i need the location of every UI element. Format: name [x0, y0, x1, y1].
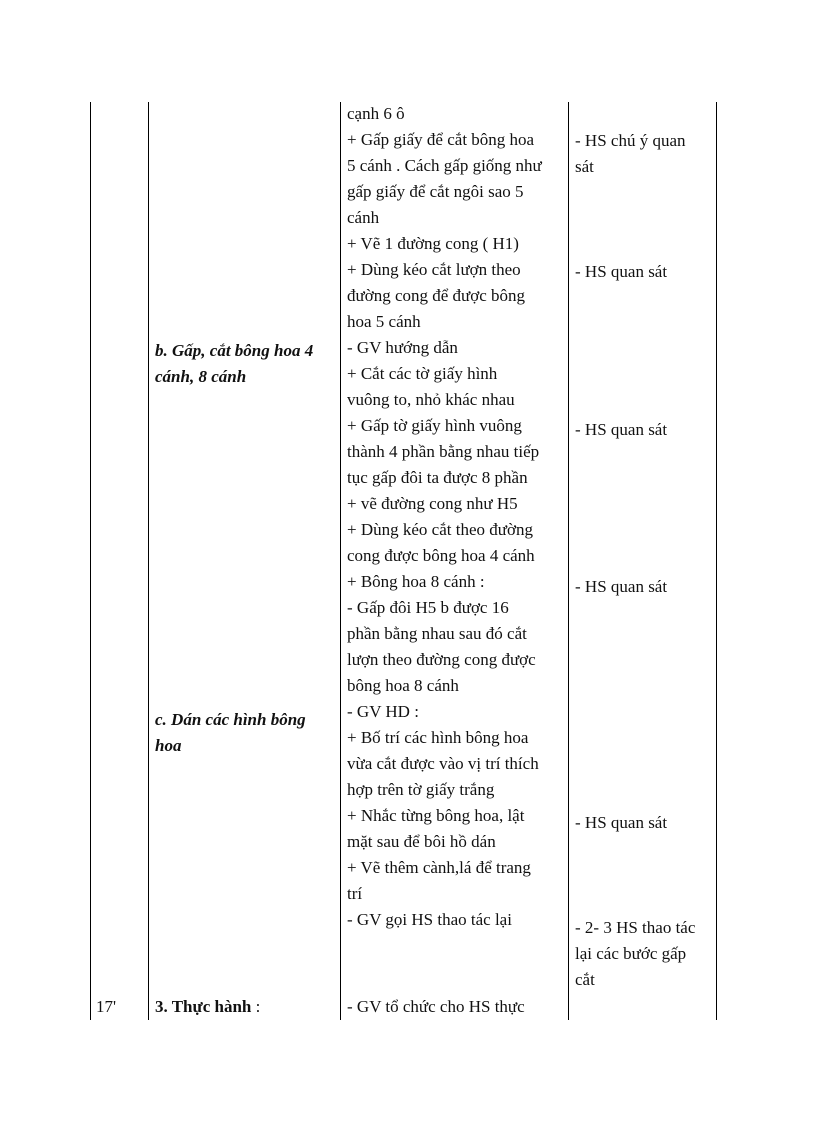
column-divider-3	[568, 102, 569, 1020]
teacher-line: gấp giấy để cắt ngôi sao 5	[347, 182, 524, 201]
teacher-line: + Vẽ 1 đường cong ( H1)	[347, 234, 519, 253]
teacher-line: + Cắt các tờ giấy hình	[347, 364, 498, 383]
teacher-line: + Bông hoa 8 cánh :	[347, 572, 485, 591]
student-line: - HS quan sát	[575, 262, 668, 281]
student-line: - HS quan sát	[575, 577, 668, 596]
table-border-left	[90, 102, 91, 1020]
student-observe-1	[575, 259, 711, 285]
section-3-colon: :	[251, 997, 261, 1016]
section-c-heading	[155, 707, 335, 759]
teacher-line: phần bằng nhau sau đó cắt	[347, 624, 527, 643]
teacher-line: mặt sau để bôi hồ dán	[347, 832, 496, 851]
teacher-line: + Bố trí các hình bông hoa	[347, 728, 529, 747]
teacher-line: + Nhắc từng bông hoa, lật	[347, 806, 525, 825]
time-value: 17'	[96, 997, 117, 1016]
teacher-line: cánh	[347, 208, 380, 227]
student-observe-3	[575, 574, 711, 600]
section-b-heading	[155, 338, 335, 390]
section-c-line-2: hoa	[155, 736, 182, 755]
section-b-line-1: b. Gấp, cắt bông hoa 4	[155, 341, 314, 360]
teacher-line: - GV tổ chức cho HS thực	[347, 997, 525, 1016]
teacher-line: vừa cắt được vào vị trí thích	[347, 754, 539, 773]
teacher-line: + Gấp tờ giấy hình vuông	[347, 416, 522, 435]
student-observe-2	[575, 417, 711, 443]
teacher-line: trí	[347, 884, 363, 903]
column-divider-2	[340, 102, 341, 1020]
teacher-line: đường cong để được bông	[347, 286, 526, 305]
teacher-line: hoa 5 cánh	[347, 312, 421, 331]
teacher-line: bông hoa 8 cánh	[347, 676, 459, 695]
table-border-right	[716, 102, 717, 1020]
teacher-line: 5 cánh . Cách gấp giống như	[347, 156, 542, 175]
teacher-line: - Gấp đôi H5 b được 16	[347, 598, 509, 617]
student-observe-attentive	[575, 128, 711, 180]
student-line: - 2- 3 HS thao tác	[575, 918, 696, 937]
teacher-line: thành 4 phần bằng nhau tiếp	[347, 442, 540, 461]
teacher-line: hợp trên tờ giấy trắng	[347, 780, 495, 799]
student-line: cắt	[575, 970, 595, 989]
teacher-line: + Vẽ thêm cành,lá để trang	[347, 858, 531, 877]
student-observe-4	[575, 810, 711, 836]
student-repeat-steps	[575, 915, 711, 993]
time-cell	[96, 994, 142, 1020]
teacher-line: + Dùng kéo cắt lượn theo	[347, 260, 521, 279]
student-line: - HS quan sát	[575, 813, 668, 832]
teacher-line: - GV HD :	[347, 702, 419, 721]
teacher-line: + vẽ đường cong như H5	[347, 494, 518, 513]
section-3-heading	[155, 994, 335, 1020]
section-b-line-2: cánh, 8 cánh	[155, 367, 247, 386]
teacher-line: - GV gọi HS thao tác lại	[347, 910, 512, 929]
column-divider-1	[148, 102, 149, 1020]
section-3-title: 3. Thực hành	[155, 997, 252, 1016]
student-line: - HS quan sát	[575, 420, 668, 439]
teacher-line: cạnh 6 ô	[347, 104, 405, 123]
teacher-line: + Dùng kéo cắt theo đường	[347, 520, 533, 539]
teacher-line: vuông to, nhỏ khác nhau	[347, 390, 515, 409]
section-c-line-1: c. Dán các hình bông	[155, 710, 306, 729]
teacher-line: - GV hướng dẫn	[347, 338, 458, 357]
student-line: lại các bước gấp	[575, 944, 687, 963]
teacher-line: cong được bông hoa 4 cánh	[347, 546, 535, 565]
teacher-line: + Gấp giấy để cắt bông hoa	[347, 130, 535, 149]
student-line: - HS chú ý quan	[575, 131, 686, 150]
teacher-line: tục gấp đôi ta được 8 phần	[347, 468, 528, 487]
student-line: sát	[575, 157, 594, 176]
teacher-line: lượn theo đường cong được	[347, 650, 536, 669]
teacher-activities	[347, 101, 561, 933]
teacher-practice-start	[347, 994, 561, 1020]
